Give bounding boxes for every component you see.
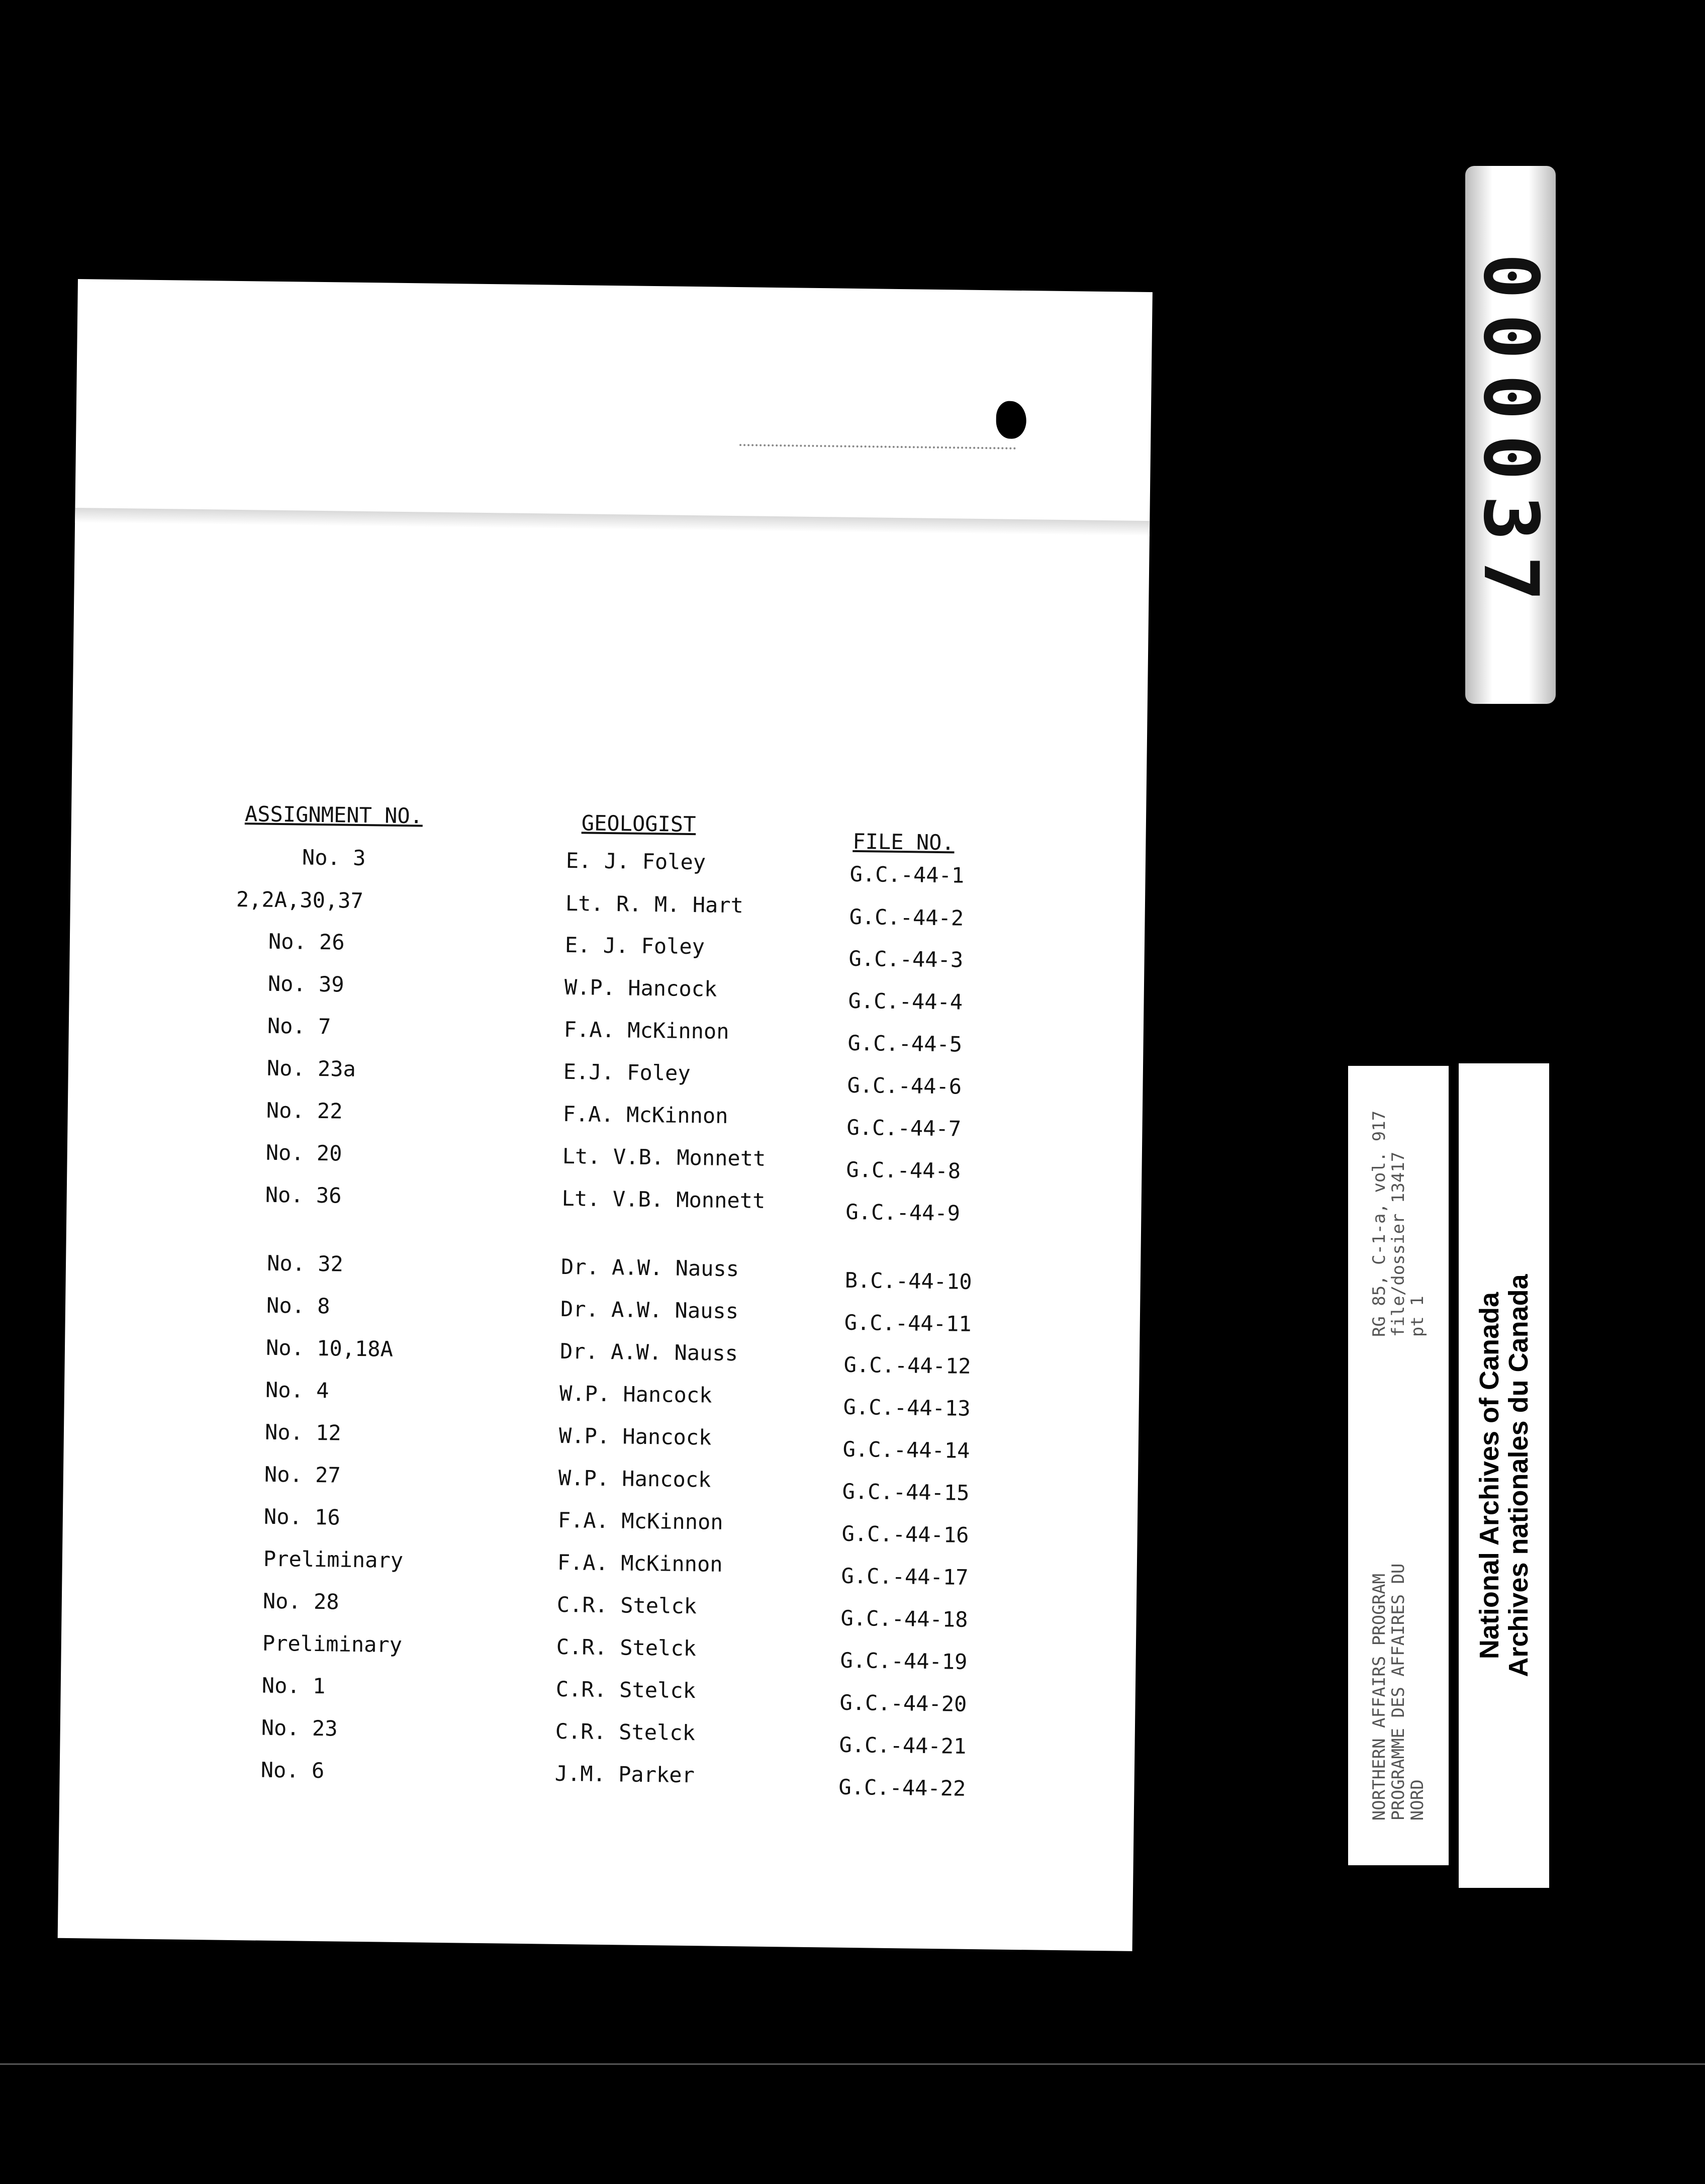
file-cell: G.C.-44-19 xyxy=(840,1648,968,1674)
assignment-cell: No. 16 xyxy=(263,1504,340,1530)
assignment-cell: No. 6 xyxy=(260,1757,325,1783)
archive-reference-slip xyxy=(1348,1066,1449,1865)
archive-label xyxy=(1459,1063,1549,1888)
assignment-cell: No. 23 xyxy=(261,1715,338,1741)
file-cell: G.C.-44-20 xyxy=(839,1690,967,1716)
geologist-cell: C.R. Stelck xyxy=(556,1592,697,1619)
assignment-cell: 2,2A,30,37 xyxy=(236,886,364,914)
geologist-cell: E. J. Foley xyxy=(564,932,705,959)
assignment-cell: No. 32 xyxy=(266,1250,344,1277)
file-cell: G.C.-44-1 xyxy=(849,861,965,888)
geologist-cell: Dr. A.W. Nauss xyxy=(560,1254,739,1282)
geologist-cell: F.A. McKinnon xyxy=(557,1550,723,1577)
frame-counter-digits: 000037 xyxy=(1467,253,1554,616)
assignment-cell: No. 4 xyxy=(265,1377,329,1403)
film-edge-line xyxy=(0,2063,1705,2065)
file-cell: G.C.-44-4 xyxy=(848,988,963,1015)
geologist-cell: C.R. Stelck xyxy=(555,1718,696,1746)
geologist-cell: E.J. Foley xyxy=(563,1059,691,1086)
frame-counter xyxy=(1465,166,1556,704)
geologist-cell: Dr. A.W. Nauss xyxy=(560,1296,739,1324)
file-cell: G.C.-44-21 xyxy=(839,1732,967,1759)
file-cell: G.C.-44-22 xyxy=(838,1774,966,1801)
file-cell: G.C.-44-5 xyxy=(847,1030,963,1057)
document-page xyxy=(58,279,1153,1951)
file-cell: G.C.-44-6 xyxy=(847,1072,962,1099)
geologist-cell: W.P. Hancock xyxy=(559,1381,712,1408)
assignment-cell: No. 36 xyxy=(265,1182,342,1208)
file-cell: G.C.-44-13 xyxy=(843,1394,971,1421)
assignment-cell: No. 10,18A xyxy=(265,1335,394,1361)
geologist-cell: F.A. McKinnon xyxy=(557,1507,723,1534)
assignment-cell: Preliminary xyxy=(262,1630,403,1658)
geologist-cell: E. J. Foley xyxy=(565,848,706,875)
file-cell: G.C.-44-17 xyxy=(841,1563,969,1590)
assignment-cell: No. 20 xyxy=(265,1140,342,1166)
geologist-cell: J.M. Parker xyxy=(554,1761,695,1788)
assignment-cell: No. 7 xyxy=(267,1013,331,1039)
geologist-cell: F.A. McKinnon xyxy=(563,1017,729,1044)
assignment-cell: No. 39 xyxy=(267,971,344,997)
assignment-cell: No. 23a xyxy=(266,1055,356,1081)
assignment-cell: No. 26 xyxy=(268,929,345,955)
geologist-cell: Dr. A.W. Nauss xyxy=(559,1338,738,1366)
assignment-cell: Preliminary xyxy=(263,1546,404,1573)
file-cell: G.C.-44-15 xyxy=(842,1479,970,1505)
geologist-cell: C.R. Stelck xyxy=(555,1676,696,1703)
ink-blot xyxy=(996,401,1026,439)
file-cell: G.C.-44-14 xyxy=(842,1436,970,1463)
header-geologist: GEOLOGIST xyxy=(581,810,696,837)
file-cell: G.C.-44-2 xyxy=(849,904,964,931)
archive-label-text: National Archives of Canada Archives nationales du Canada xyxy=(1474,1274,1534,1677)
geologist-cell: Lt. R. M. Hart xyxy=(565,890,744,918)
assignment-cell: No. 27 xyxy=(264,1462,341,1488)
file-cell: G.C.-44-7 xyxy=(846,1115,962,1141)
file-cell: G.C.-44-8 xyxy=(846,1157,961,1184)
header-assignment: ASSIGNMENT NO. xyxy=(244,801,423,829)
assignment-cell: No. 28 xyxy=(262,1588,339,1614)
geologist-cell: W.P. Hancock xyxy=(564,974,717,1002)
header-file: FILE NO. xyxy=(852,829,955,855)
geologist-cell: W.P. Hancock xyxy=(558,1423,712,1450)
geologist-cell: F.A. McKinnon xyxy=(562,1101,728,1128)
file-cell: G.C.-44-16 xyxy=(841,1521,969,1548)
assignment-cell: No. 22 xyxy=(266,1098,343,1124)
assignment-cell: No. 12 xyxy=(264,1419,342,1445)
geologist-cell: Lt. V.B. Monnett xyxy=(562,1143,766,1171)
assignment-cell: No. 8 xyxy=(266,1293,330,1319)
file-cell: G.C.-44-11 xyxy=(844,1310,972,1336)
file-cell: G.C.-44-12 xyxy=(843,1352,971,1379)
paper-fold xyxy=(75,508,1150,536)
file-cell: B.C.-44-10 xyxy=(844,1267,972,1294)
geologist-cell: C.R. Stelck xyxy=(556,1634,697,1661)
geologist-cell: Lt. V.B. Monnett xyxy=(561,1186,766,1213)
file-cell: G.C.-44-3 xyxy=(848,946,964,972)
file-cell: G.C.-44-18 xyxy=(840,1605,968,1632)
assignment-cell: No. 1 xyxy=(261,1673,326,1699)
assignment-cell: No. 3 xyxy=(302,845,366,871)
faded-header-mark xyxy=(739,444,1016,453)
file-cell: G.C.-44-9 xyxy=(845,1199,961,1226)
geologist-cell: W.P. Hancock xyxy=(558,1465,711,1492)
archive-reference-text: NORTHERN AFFAIRS PROGRAM RG 85, C-1-a, vol. 917 PROGRAMME DES AFFAIRES DU file/dossier 13417 NORD pt 1 xyxy=(1369,1110,1428,1821)
